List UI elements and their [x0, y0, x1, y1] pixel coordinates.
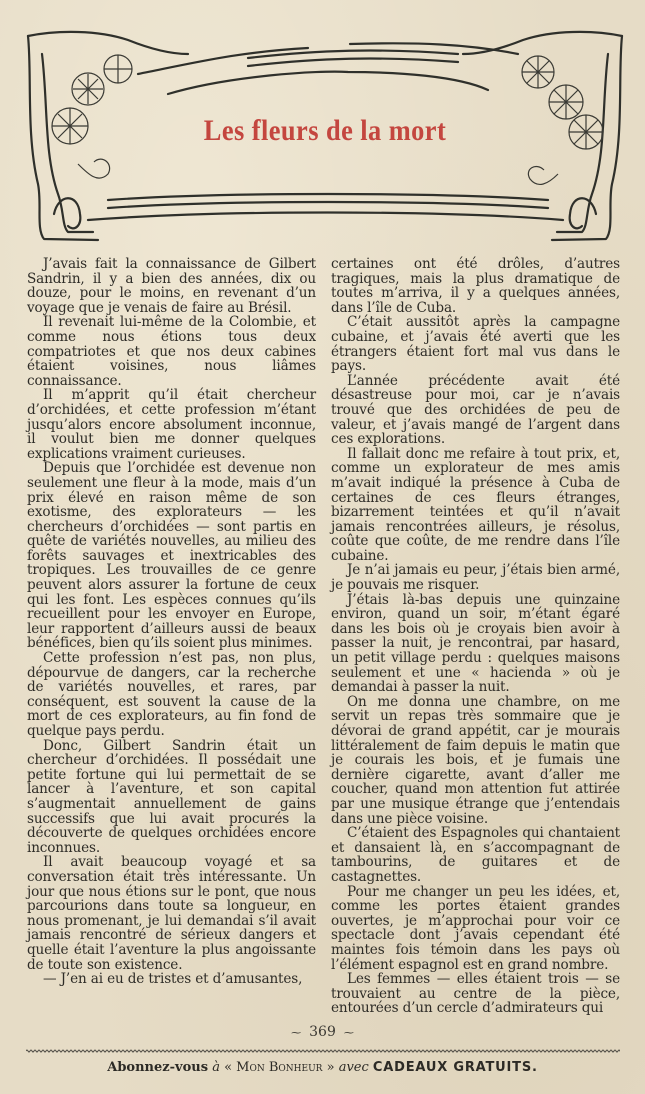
ornamental-header [18, 14, 632, 244]
footer-advertisement [0, 1060, 645, 1075]
paragraph: Pour me changer un peu les idées, et, comme les portes étaient grandes ouvertes, je m’approchai pour voir ce spectacle dont j’avais cependant été maintes fois témoin dans les pays où l’élément espagnol est en grand nombre. [331, 883, 620, 973]
paragraph: L’année précédente avait été désastreuse pour moi, car je n’avais trouvé que des orchidées de peu de valeur, et j’avais mangé de l’argent dans ces explorations. [331, 372, 620, 448]
paragraph: C’étaient des Espagnoles qui chantaient et dansaient là, en s’accompagnant de tambourins, de guitares et de castagnettes. [331, 825, 620, 885]
paragraph: Il revenait lui-même de la Colombie, et comme nous étions tous deux compatriotes et que nos deux cabines étaient voisines, nous liâmes connaissance. [27, 314, 316, 389]
page-number [0, 1024, 645, 1040]
paragraph: — J’en ai eu de tristes et d’amusantes, [43, 971, 303, 988]
paragraph: Cette profession n’est pas, non plus, dépourvue de dangers, car la recherche de variétés nouvelles, et rares, par conséquent, est souvent la cause de la mort de ces explorateurs, au fin fond de quelque pays perdu. [27, 650, 316, 739]
footer-avec: avec [338, 1060, 369, 1075]
paragraph: J’avais fait la connaissance de Gilbert Sandrin, il y a bien des années, dix ou douze, pour le moins, en revenant d’un voyage que je venais de faire au Brésil. [27, 256, 316, 316]
paragraph: Je n’ai jamais eu peur, j’étais bien armé, je pouvais me risquer. [331, 562, 620, 594]
footer-gifts: CADEAUX GRATUITS. [372, 1060, 538, 1075]
paragraph-continuation: certaines ont été drôles, d’autres tragiques, mais la plus dramatique de toutes m’arriva, il y a quelques années, dans l’île de Cuba. [331, 256, 620, 316]
left-column [27, 257, 316, 987]
paragraph: On me donna une chambre, on me servit un repas très sommaire que je dévorai de grand appétit, car je mourais littéralement de faim depuis le matin que je courais les bois, et je fumais une dernière cigarette, avant d’aller me coucher, quand mon attention fut attirée par une musique étrange que j’entendais dans une pièce voisine. [331, 693, 620, 827]
paragraph: Il fallait donc me refaire à tout prix, et, comme un explorateur de mes amis m’avait indiqué la présence à Cuba de certaines de ces fleurs étranges, bizarrement teintées et qu’il n’avait jamais rencontrées ailleurs, je résolus, coûte que coûte, de me rendre dans l’île cubaine. [331, 445, 620, 564]
footer-magazine-name: « Mon Bonheur » [224, 1060, 335, 1075]
paragraph: Depuis que l’orchidée est devenue non seulement une fleur à la mode, mais d’un prix élevé en raison même de son exotisme, des explorateurs — les chercheurs d’orchidées — sont partis en quête de variétés nouvelles, au milieu des forêts sauvages et inextricables des tropiques. Les trouvailles de ce genre peuvent alors assurer la fortune de ceux qui les font. Les espèces connues qu’ils recueillent pour les envoyer en Europe, leur rapportent d’ailleurs aussi de beaux bénéfices, bien qu’ils soient plus minimes. [27, 460, 316, 652]
paragraph: Il avait beaucoup voyagé et sa conversation était très intéressante. Un jour que nous étions sur le pont, que nous parcourions dans toute sa longueur, en nous promenant, je lui demandai s’il avait jamais rencontré de sérieux dangers et quelle était l’aventure la plus angoissante de toute son existence. [27, 854, 316, 973]
paragraph: J’étais là-bas depuis une quinzaine environ, quand un soir, m’étant égaré dans les bois où je croyais bien avoir à passer la nuit, je rencontrai, par hasard, un petit village perdu : quelques maisons seulement et une « hacienda » où je demandai à passer la nuit. [331, 591, 620, 696]
right-column [331, 257, 620, 1016]
footer-a: à [212, 1060, 220, 1075]
article-title: Les fleurs de la mort [203, 114, 447, 147]
ornament-left-icon: ⁓ [291, 1028, 302, 1039]
wavy-rule-divider [26, 1048, 620, 1054]
paragraph: Il m’apprit qu’il était chercheur d’orchidées, et cette profession m’étant jusqu’alors encore absolument inconnue, il voulut bien me donner quelques explications vraiment curieuses. [27, 387, 316, 462]
footer-subscribe: Abonnez-vous [107, 1060, 209, 1075]
ornament-right-icon: ⁓ [343, 1028, 354, 1039]
paragraph: Donc, Gilbert Sandrin était un chercheur d’orchidées. Il possédait une petite fortune qui lui permettait de se lancer à l’aventure, et son capital s’augmentait annuellement de gains successifs que lui avait procurés la découverte de quelques orchidées encore inconnues. [27, 737, 316, 856]
page-number-value: 369 [309, 1024, 336, 1040]
paragraph: C’était aussitôt après la campagne cubaine, et j’avais été averti que les étrangers étaient fort mal vus dans le pays. [331, 314, 620, 375]
paragraph: Les femmes — elles étaient trois — se trouvaient au centre de la pièce, entourées d’un cercle d’admirateurs qui [331, 971, 620, 1017]
